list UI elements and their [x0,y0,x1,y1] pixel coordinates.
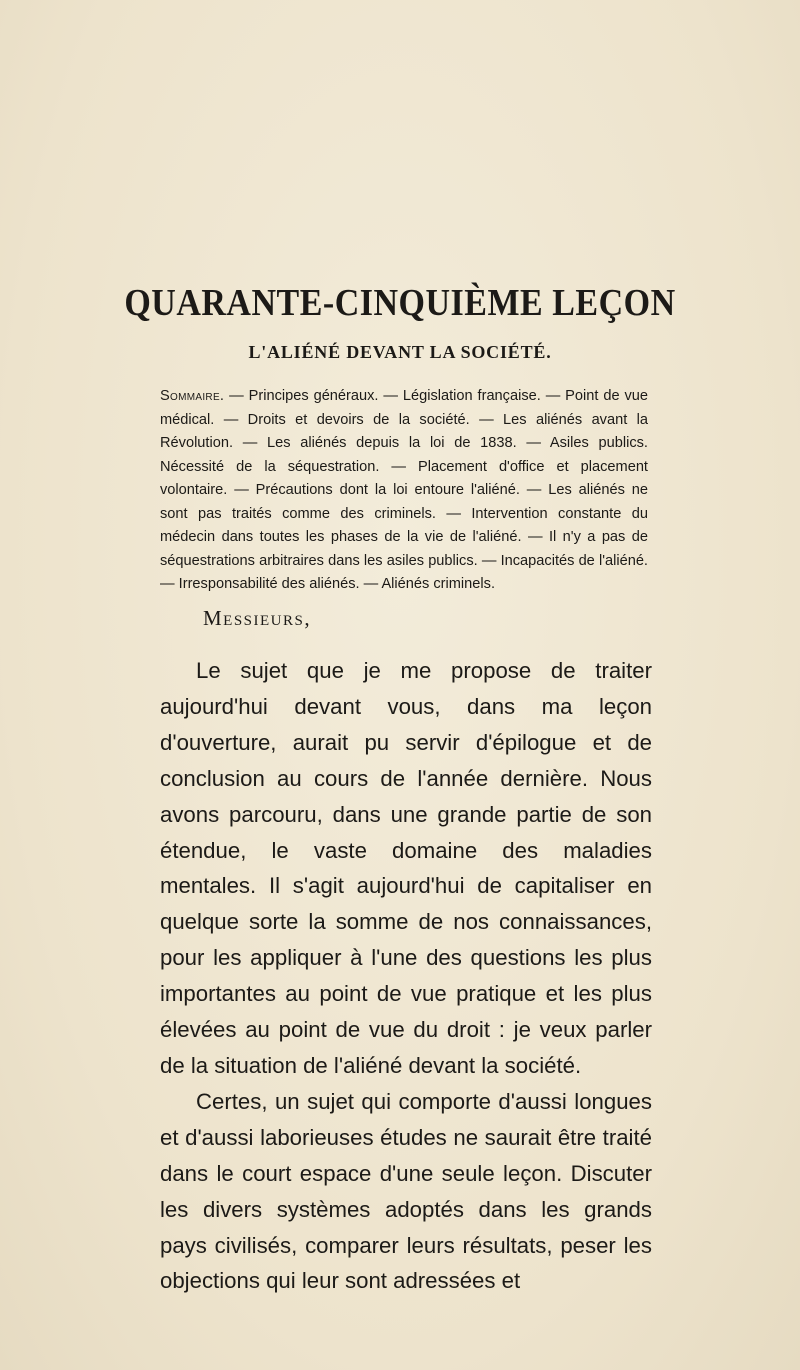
chapter-subtitle: L'ALIÉNÉ DEVANT LA SOCIÉTÉ. [248,342,552,362]
summary-label: Sommaire. [160,388,225,404]
body-text [160,653,652,1299]
chapter-summary [160,385,648,597]
summary-text: — Principes généraux. — Législation française. — Point de vue médical. — Droits et devoirs de la société. — Les aliénés avant la Révolution. — Les aliénés depuis la loi de 1838. — Asiles publics. Nécessité de la séquestration. — Placement d'office et placement volontaire. — Précautions dont la loi entoure l'aliéné. — Les aliénés ne sont pas traités comme des criminels. — Intervention constante du médecin dans toutes les phases de la vie de l'aliéné. — Il n'y a pas de séquestrations arbitraires dans les asiles publics. — Incapacités de l'aliéné. — Irresponsabilité des aliénés. — Aliénés criminels. [160,388,648,592]
paragraph-2: Certes, un sujet qui comporte d'aussi longues et d'aussi laborieuses études ne saurait être traité dans le court espace d'une seule leçon. Discuter les divers systèmes adoptés dans les grands pays civilisés, comparer leurs résultats, peser les objections qui leur sont adressées et [160,1088,652,1294]
paragraph-1: Le sujet que je me propose de traiter aujourd'hui devant vous, dans ma leçon d'ouverture, aurait pu servir d'épilogue et de conclusion au cours de l'année dernière. Nous avons parcouru, dans une grande partie de son étendue, le vaste domaine des maladies mentales. Il s'agit aujourd'hui de capitaliser en quelque sorte la somme de nos connaissances, pour les appliquer à l'une des questions les plus importantes au point de vue pratique et les plus élevées au point de vue du droit : je veux parler de la situation de l'aliéné devant la société. [160,658,652,1078]
salutation: Messieurs, [203,606,312,630]
chapter-title: QUARANTE-CINQUIÈME LEÇON [124,282,676,325]
